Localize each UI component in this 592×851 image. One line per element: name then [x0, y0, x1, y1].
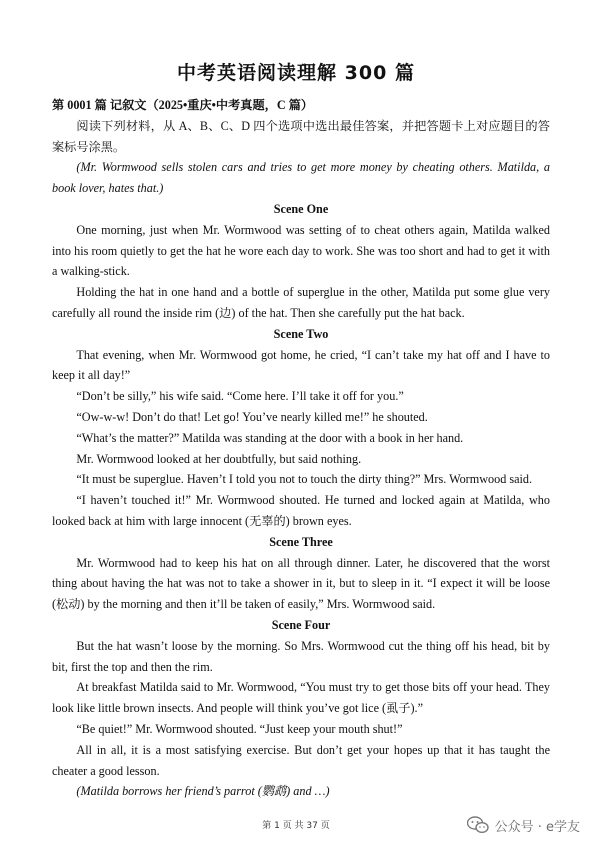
paragraph: At breakfast Matilda said to Mr. Wormwood, “You must try to get those bits off your head. They look like little brown insects. And people will think you’ve got lice (虱子).”	[52, 680, 550, 716]
scene-two-title: Scene Two	[273, 326, 329, 341]
article-heading: 第 0001 篇 记叙文（2025•重庆•中考真题，C 篇）	[52, 98, 314, 112]
page-number: 第 1 页 共 37 页	[262, 821, 330, 831]
intro-note: (Mr. Wormwood sells stolen cars and tries to get more money by cheating others. Matilda, a book lover, hates that.)	[52, 160, 550, 196]
paragraph: But the hat wasn’t loose by the morning. So Mrs. Wormwood cut the thing off his head, bit by bit, first the top and then the rim.	[52, 638, 550, 674]
scene-three-title: Scene Three	[269, 534, 333, 549]
page-title: 中考英语阅读理解 300 篇	[177, 62, 415, 84]
paragraph: That evening, when Mr. Wormwood got home, he cried, “I can’t take my hat off and I have to keep it all day!”	[52, 347, 550, 383]
paragraph: “It must be superglue. Haven’t I told you not to touch the dirty thing?” Mrs. Wormwood said.	[76, 472, 533, 487]
scene-one-title: Scene One	[273, 201, 329, 216]
article-body	[52, 95, 550, 802]
outro-note: (Matilda borrows her friend’s parrot (鹦鹉) and …)	[76, 784, 330, 799]
instruction-text: 阅读下列材料，从 A、B、C、D 四个选项中选出最佳答案，并把答题卡上对应题目的答案标号涂黑。	[52, 118, 550, 154]
paragraph: Mr. Wormwood looked at her doubtfully, but said nothing.	[76, 451, 362, 466]
watermark-text: 公众号 · e学友	[494, 819, 580, 835]
paragraph: “What’s the matter?” Matilda was standing at the door with a book in her hand.	[76, 430, 464, 445]
paragraph: “Don’t be silly,” his wife said. “Come here. I’ll take it off for you.”	[76, 389, 404, 404]
paragraph: Holding the hat in one hand and a bottle of superglue in the other, Matilda put some glue very carefully all round the inside rim (边) of the hat. Then she carefully put the hat back.	[52, 285, 550, 320]
scene-four-title: Scene Four	[271, 617, 331, 632]
paragraph: “Ow-w-w! Don’t do that! Let go! You’ve nearly killed me!” he shouted.	[76, 409, 428, 424]
paragraph: “I haven’t touched it!” Mr. Wormwood shouted. He turned and locked again at Matilda, who looked back at him with large innocent (无辜的) brown eyes.	[52, 493, 550, 528]
paragraph: “Be quiet!” Mr. Wormwood shouted. “Just keep your mouth shut!”	[76, 721, 403, 736]
paragraph: One morning, just when Mr. Wormwood was setting of to cheat others again, Matilda walked into his room quietly to get the hat he wore each day to work. She was too short and had to get it with a walking-stick.	[52, 222, 550, 279]
watermark	[467, 812, 580, 838]
wechat-icon	[467, 816, 489, 834]
paragraph: Mr. Wormwood had to keep his hat on all through dinner. Later, he discovered that the worst thing about having the hat was not to take a shower in it, but to sleep in it. “I expect it will be loose (松动) by the morning and then it’ll be taken of easily,” Mrs. Wormwood said.	[52, 555, 550, 612]
paragraph: All in all, it is a most satisfying exercise. But don’t get your hopes up that it has taught the cheater a good lesson.	[52, 742, 550, 778]
